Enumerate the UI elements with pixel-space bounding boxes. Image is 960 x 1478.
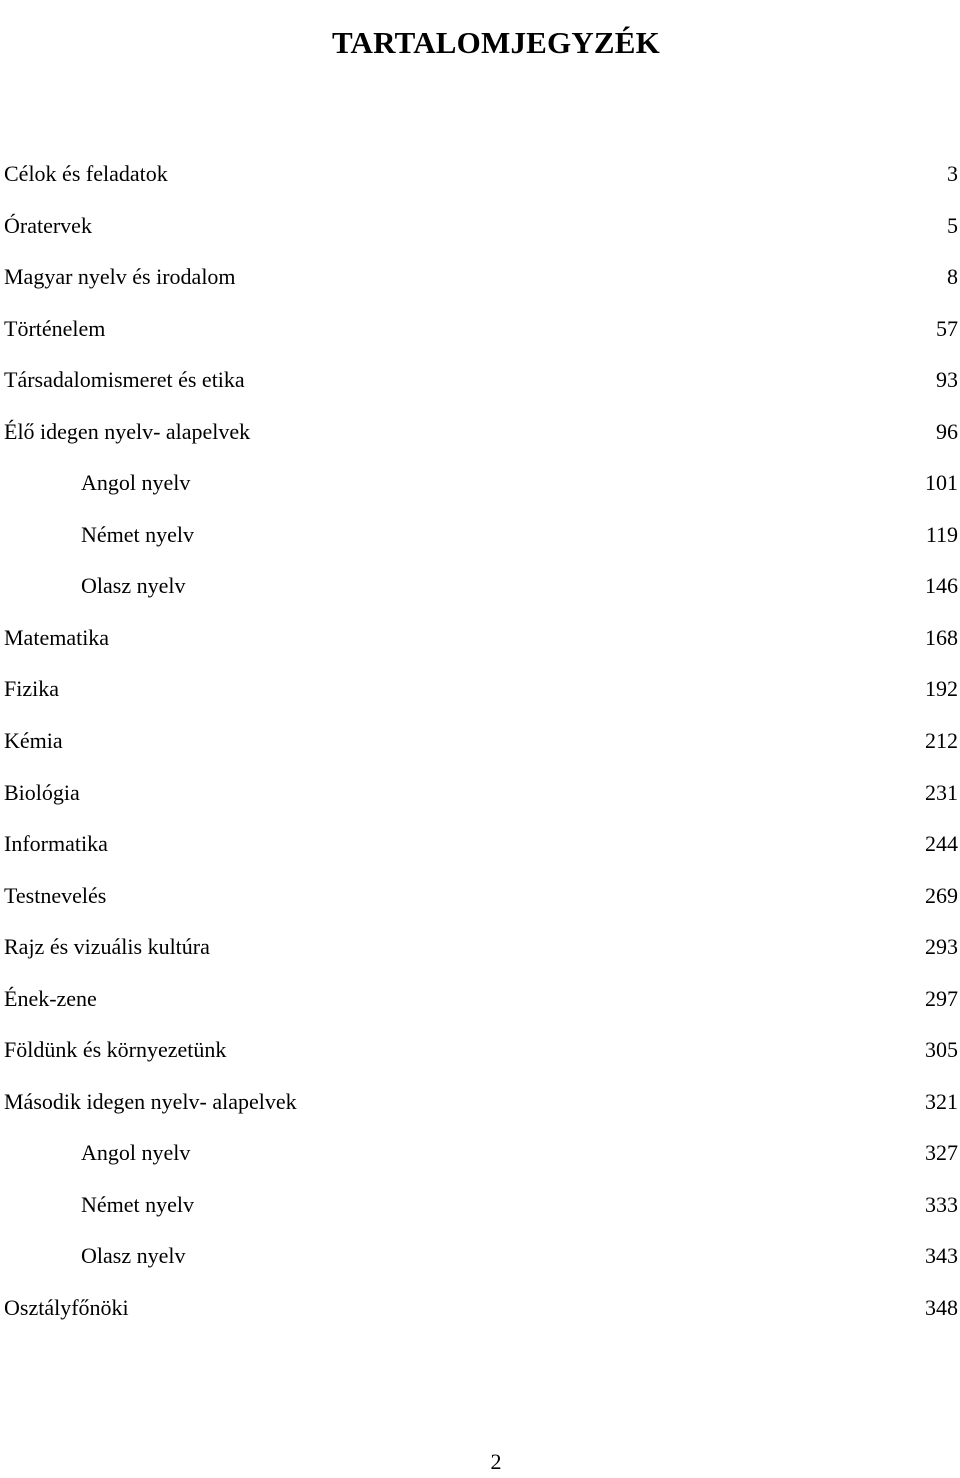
toc-subentry [4, 1127, 958, 1179]
toc-entry-label: Matematika [4, 624, 110, 650]
toc-entry [4, 251, 958, 303]
toc-entry [4, 870, 958, 922]
toc-subentry [4, 1179, 958, 1231]
toc-entry [4, 406, 958, 458]
toc-entry-label: Második idegen nyelv- alapelvek [4, 1088, 297, 1114]
toc-entry [4, 715, 958, 767]
toc-entry-page: 297 [925, 985, 958, 1011]
toc-entry-page: 168 [925, 624, 958, 650]
toc-entry [4, 148, 958, 200]
toc-entry-label: Magyar nyelv és irodalom [4, 264, 236, 290]
toc-entry-label: Informatika [4, 831, 108, 857]
toc-entry-label: Testnevelés [4, 882, 107, 908]
toc-entry-page: 321 [925, 1088, 958, 1114]
toc-entry-label: Célok és feladatok [4, 161, 168, 186]
toc-entry-label: Történelem [4, 315, 106, 341]
toc-entry-label: Rajz és vizuális kultúra [4, 934, 210, 960]
toc-entry-page: 96 [936, 418, 958, 444]
toc-entry [4, 1076, 958, 1128]
toc-entry-label: Angol nyelv [81, 1140, 191, 1166]
toc-subentry [4, 457, 958, 509]
toc-entry [4, 921, 958, 973]
toc-entry-page: 333 [925, 1191, 958, 1217]
toc-entry-page: 244 [925, 831, 958, 857]
toc-entry-label: Kémia [4, 728, 63, 754]
toc-entry-label: Német nyelv [81, 1191, 195, 1217]
toc-entry-page: 8 [947, 264, 958, 290]
toc-subentry [4, 560, 958, 612]
toc-entry-page: 101 [925, 470, 958, 496]
toc-entry [4, 354, 958, 406]
toc-entry-page: 212 [925, 728, 958, 754]
toc-entry-label: Német nyelv [81, 521, 195, 547]
toc-entry [4, 973, 958, 1025]
toc-subentry [4, 1230, 958, 1282]
toc-entry-page: 192 [925, 676, 958, 702]
toc-entry-label: Ének-zene [4, 985, 97, 1011]
toc-entry-label: Fizika [4, 676, 59, 702]
toc-entry-page: 146 [925, 573, 958, 599]
toc-entry-page: 3 [947, 161, 958, 186]
toc-entry-page: 269 [925, 882, 958, 908]
toc-entry [4, 612, 958, 664]
toc-entry-label: Óratervek [4, 212, 92, 238]
toc-entry-label: Olasz nyelv [81, 573, 186, 599]
toc-entry-page: 327 [925, 1140, 958, 1166]
page-title: TARTALOMJEGYZÉK [331, 24, 660, 60]
toc-entry [4, 663, 958, 715]
toc-entry-page: 231 [925, 779, 958, 805]
toc-entry-label: Élő idegen nyelv- alapelvek [4, 418, 251, 444]
toc-entry-page: 57 [936, 315, 958, 341]
toc-entry-label: Biológia [4, 779, 80, 805]
toc-entry-page: 305 [925, 1037, 958, 1063]
toc-entry [4, 1282, 958, 1334]
toc-entry [4, 303, 958, 355]
toc-subentry [4, 509, 958, 561]
toc-entry [4, 767, 958, 819]
toc-entry-label: Földünk és környezetünk [4, 1037, 227, 1063]
page-number: 2 [490, 1449, 502, 1474]
toc-entry-page: 5 [947, 212, 958, 238]
toc-entry [4, 200, 958, 252]
toc-entry-label: Osztályfőnöki [4, 1295, 129, 1321]
toc-entry-label: Angol nyelv [81, 470, 191, 496]
toc-entry [4, 1024, 958, 1076]
toc-entry-page: 293 [925, 934, 958, 960]
toc-entry-page: 343 [925, 1243, 958, 1269]
toc-entry-label: Társadalomismeret és etika [4, 367, 245, 393]
toc-entry-label: Olasz nyelv [81, 1243, 186, 1269]
table-of-contents [4, 148, 958, 1334]
toc-entry-page: 93 [936, 367, 958, 393]
toc-entry-page: 348 [925, 1295, 958, 1321]
toc-entry [4, 818, 958, 870]
toc-entry-page: 119 [925, 521, 958, 547]
